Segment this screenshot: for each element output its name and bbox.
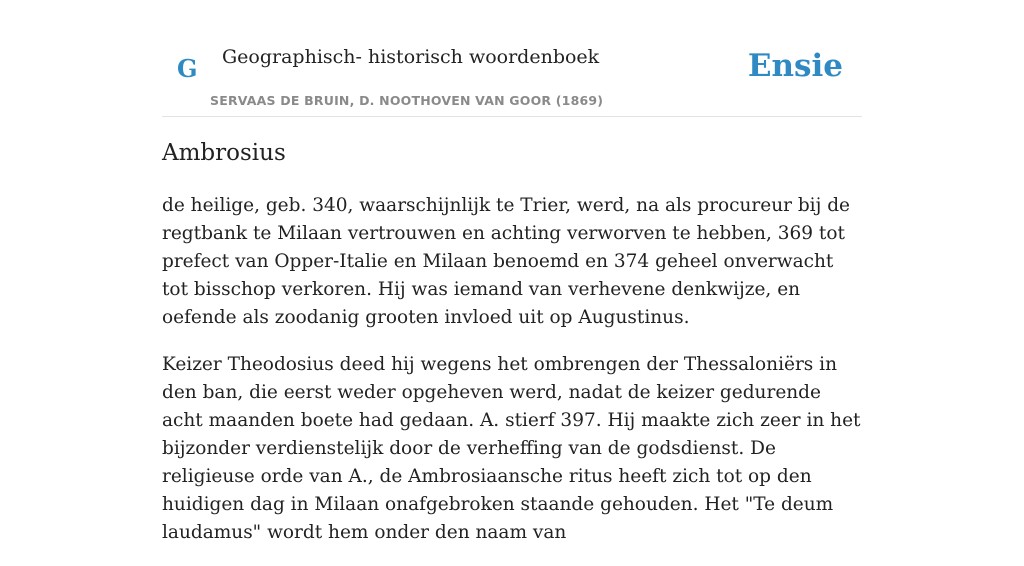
- publication-authors: SERVAAS DE BRUIN, D. NOOTHOVEN VAN GOOR (1869): [210, 93, 604, 108]
- ensie-logo-link[interactable]: Ensie: [747, 48, 843, 84]
- publication-title-link[interactable]: Geographisch- historisch woordenboek: [222, 46, 600, 68]
- entry-paragraph-1: de heilige, geb. 340, waarschijnlijk te Trier, werd, na als procureur bij de regtbank te Milaan vertrouwen en achting verworven te hebben, 369 tot prefect van Opper-Italie en Milaan benoemd en 374 geheel onverwacht tot bisschop verkoren. Hij was iemand van verhevene denkwijze, en oefende als zoodanig grooten invloed uit op Augustinus.: [162, 195, 850, 328]
- entry-body: [162, 192, 862, 566]
- entry-paragraph-2: Keizer Theodosius deed hij wegens het ombrengen der Thessaloniërs in den ban, die eerst weder opgeheven werd, nadat de keizer gedurende acht maanden boete had gedaan. A. stierf 397. Hij maakte zich zeer in het bijzonder verdienstelijk door de verheffing van de godsdienst. De religieuse orde van A., de Ambrosiaansche ritus heeft zich tot op den huidigen dag in Milaan onafgebroken staande gehouden. Het "Te deum laudamus" wordt hem onder den naam van: [162, 354, 861, 543]
- entry-title: Ambrosius: [162, 140, 286, 166]
- publication-logo[interactable]: G: [177, 54, 198, 83]
- header: [162, 0, 862, 117]
